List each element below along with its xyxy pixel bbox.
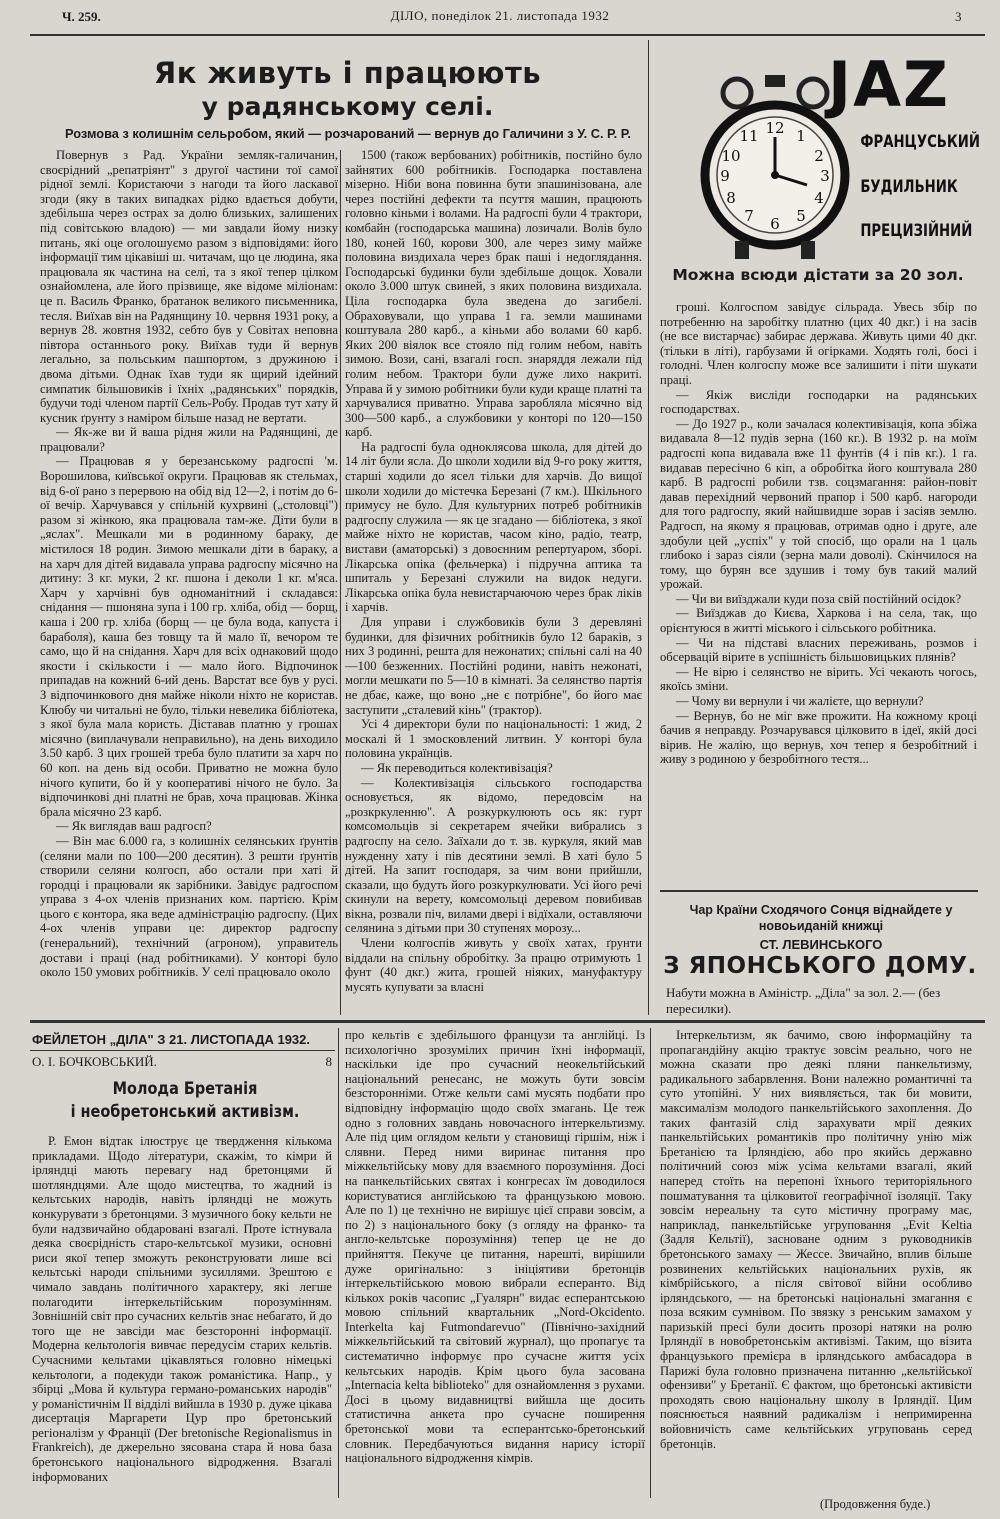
article-paragraph: Члени колгоспів живуть у своїх хатах, ґрунти віддали на спільну обробітку. За працю отримують 1 фунт (40 дкг.) жита, грошей ніяких, мануфактуру мусять купувати за власні [345,936,642,994]
book-ad-note: Набути можна в Аміністр. „Діла" за зол. 2.— (без пересилки). [666,985,941,1016]
article-paragraph: — Вернув, бо не міг вже прожити. На кожному кроці бачив я неправду. Розчарувався цілковито в ідеї, якій досі вірив. Не жалію, що вернув, хоч тепер я безробітний і живу з родиною у безробітного тестя... [660,708,977,767]
feuilleton-column-2 [345,1028,645,1498]
svg-text:12: 12 [765,119,785,137]
article-paragraph: Для управи і службовиків були 3 деревляні будинки, для фізичних робітників було 12 бараків, з них 3 родинні, решта для нежонатих; спільні салі на 40—100 безженних. Постійні родини, навіть нежонаті, могли мешкати по 5—10 в кімнаті. За селянство партія не дбає, каже, що воно „не є потрібне", бо його має заступити „сталевий кінь" (трактор). [345,615,642,717]
column-divider [338,1028,339,1498]
jaz-line-3: ПРЕЦИЗІЙНИЙ [860,221,973,241]
article-paragraph: — Не вірю і селянство не вірить. Усі чекають чогось, якоїсь зміни. [660,664,977,694]
book-ad-intro: Чар Країни Сходячого Сонця віднайдете у новоьиданій книжці [689,903,953,933]
svg-text:1: 1 [796,127,806,145]
column-divider [650,1028,651,1498]
article-column-1 [40,148,338,1016]
rubric-underline [30,1050,335,1051]
article-paragraph: На радгоспі була одноклясова школа, для дітей до 14 літ були ясла. До школи ходили від 9-го року життя, старші ходили до ясел тільки для харчів. До вищої школи ходили до містечка Березані (7 км.). Шкільного примусу не було. Для культурних потреб робітників радгоспу служила — як це згадано — бібліотека, з якої майже ніхто не користав, часом кіно, радіо, театр, вистави (аматорські) з довоєнним репертуаром, зборі. Лікарська опіка (фельчерка) і підручна аптика та шпиталь у Березані служили на видок недуги. Лікарська опіка була невистарчаючою через брак ліків і харчів. [345,439,642,615]
svg-text:4: 4 [814,189,824,207]
page-number: 3 [955,9,962,24]
svg-text:10: 10 [721,147,741,165]
jaz-line-2: БУДИЛЬНИК [860,177,958,197]
svg-text:6: 6 [770,215,780,233]
masthead-line: ДІЛО, понеділок 21. листопада 1932 [390,8,610,23]
svg-text:9: 9 [720,167,730,185]
svg-text:7: 7 [744,207,754,225]
feuilleton-continued: (Продовження буде.) [820,1497,931,1511]
svg-text:8: 8 [726,189,736,207]
article-paragraph: — Як виглядав ваш радгосп? [56,819,212,834]
feuilleton-title-line2: і необретонський активізм. [70,1102,300,1122]
column-divider [340,150,341,1015]
book-ad-title: З ЯПОНСЬКОГО ДОМУ. [663,953,977,979]
article-title-line2: у радянському селі. [201,92,494,121]
issue-number: Ч. 259. [62,9,101,24]
article-paragraph: — Він має 6.000 га, з колишніх селянських ґрунтів (селяни мали по 100—200 десятин). З решти ґрунтів створили селяни колгосп, або остали при хаті й городці і працювали як зарібники. Завідує радгоспом управа з 4-ох членів признаних ком. партією. Крім цього є контора, яка веде адміністрацію радгоспу. (Цих 4-ох членів управи це: директор радгоспу (генеральний), технічний (агроном), управитель достави і праці (над робітниками). У конторі було около 150 умових робітників. У селі працювало около [40,833,338,980]
feuilleton-title-line1: Молода Бретанія [112,1079,258,1099]
column-divider [648,40,649,1015]
book-ad-author: СТ. ЛЕВИНСЬКОГО [759,937,883,952]
feuilleton-author: О. І. БОЧКОВСЬКИЙ. [32,1054,157,1069]
feuilleton-rubric: ФЕЙЛЕТОН „ДІЛА" З 21. ЛИСТОПАДА 1932. [32,1032,310,1047]
feuilleton-author-line [32,1054,332,1070]
article-paragraph: 1500 (також вербованих) робітників, постійно було зайнятих 600 робітників. Господарка поставлена мізерно. Ніби вона повинна бути зпашинізована, але через постійні дефекти та псуття машин, працюють головно кіньми і волами. На радгоспі були 4 трактори, комбайн (господарська машина) лозичали. Волів було 180, коней 160, корови 300, але через зиму майже половина виздихала через брак паші і недоглядання. Господарські будинки були здебільше дощок. Ховали около 3.000 штук свиней, з яких половина виздихала. Ціла господарка була зведена до загибелі. Обраховували, що управа 1 га. земли машинами коштувала 280 карб., а кіньми або волами 60 карб. Яких 200 віялок все стояло під голим небом, навіть зимою. Вози, сані, взагалі госп. знаряддя лежали під голим небом. Трактори були дуже лихо накриті. Управа й у зимою робітники були куди краще платні та харчувалися приватно. Управа заробляла місячно від 300—500 карб., а службовики у конторі по 120—150 карб. [345,148,642,440]
jaz-line-1: ФРАНЦУСЬКИЙ [860,132,980,152]
feuilleton-column-1 [32,1134,332,1494]
ad-rule [660,890,978,892]
article-paragraph: — Як-же ви й ваша рідня жили на Радянщині, де працювали? [40,425,338,454]
svg-text:2: 2 [814,147,824,165]
article-paragraph: — До 1927 р., коли зачалася колективізація, копа збіжа видавала 8—12 пудів зерна (160 кг.). В 1932 р. на моїм радгоспі копа видавала вже 11 фунтів (4 і пів кг.). 1 га. видавав пересічно 6 кіп, а обробітка його коштувала 280 карб. В радгоспі робили тзв. соцзмагання: район-повіт давав перехідний червоний прапор і 500 карб. нагороди для того радгоспу, який найшвидше зорав і засіяв землю. Радгосп, на якому я працював, отримав одно і друге, але здобули цей „успіх" у той спосіб, що орали на 1 цаль глибоко і зараз сіяли (зерна мали доволі). Скінчилося на тому, що бурян все здушив і тому був такий малий урожай. [660,416,977,592]
article-paragraph: гроші. Колгоспом завідує сільрада. Увесь збір по потребенню на заробітку платню (цих 40 дкг.) і на засів (не все вистарчає) забирає держава. Живуть цими 40 дкг. (тільки в літі), гарбузами й огірками. Ходять голі, босі і голодні. Член колгоспу може все залишити і піти шукати праці. [660,300,977,387]
svg-text:5: 5 [796,207,806,225]
article-column-3 [660,300,977,880]
article-title-line1: Як живуть і працюють [153,56,542,90]
article-paragraph: — Якіж висліди господарки на радянських господарствах. [660,387,977,417]
svg-text:3: 3 [820,167,830,185]
feuilleton-paragraph: Р. Емон відтак ілюструє це твердження кількома прикладами. Щодо літератури, скажім, то кімри й ірляндці мають перевагу над бретонцями й шотляндцями. Але щодо мистецтва, то жадний із кельтських народів, навіть ірляндці не можуть конкурувати з бретонцями. З музичного боку кельти не були надзвичайно обдаровані взагалі. Проте істнувала деяка своєрідність старо-кельтської музики, основні риси якої тепер зможуть реконструювати лише всі кельтські народи спільними зусиллями. Зрештою є чимало завдань політичного характеру, які легше полагодити інтеркельтійським порозумінням. Зовнішній світ про сучасних кельтів знає небагато, й до того ще не завсіди має безсторонні інформації. Модерна кельтологія вивчає передусім старих кельтів. Сучасними кельтами цікавляться головно німецькі кельтологи, а подекуди також романістика. Напр., у збірці „Мова й культура германо-романських народів" у романістичнім II відділі вийшла в 1930 р. дуже цікава дисертація Маргарети Цур про бретонський регіоналізм у Франції (Der bretonische Regionalismus in Frankreich), де джерельно зясована стара й нова база бретонського національного відродження. Взагалі інформованих [32,1134,332,1484]
article-paragraph: — Чи ви виїзджали куди поза свій постійний осідок? [676,591,962,606]
feuilleton-paragraph: про кельтів є здебільшого французи та англійці. Із психологічно зрозумілих причин їхні інформації, наскільки іде про сучасний неокельтійський національний ренесанс, не можуть бути зовсім безсторонніми. Отже кельти самі мусять подбати про відповідну інформацію щодо своїх змагань. Це теж одно з головних завдань новочасного інтеркельтизму. Але під цим оглядом кельти у становищі гіршім, ніж і слявни. Перед ними виринає питання про міжкельтійську мову для взаємного порозуміння. Досі на панкельтійських святах і конгресах їм доводилося користуватися англійською та французькою мовою. Але по 1) це технічно не вирішує цієї справи зовсім, а по 2) з національного боку (з огляду на франко- та англо-кельтське порозуміння) тепер це не до прийняття. Пекуче це питання, нарешті, вирішили дуже оригінально: з ініціятиви бретонців інтеркельтійською мовою вибрали есперанто. Від кількох років часопис „Гуалярн" видає есперантською мовою спільний квартальник „Nord-Okcidento. Interkelta kaj Futmondarevuo" (Північно-західний міжкельтійський та світовий журнал), що пропагує та систематично інформує про сучасне життя усіх кельтських народів. Крім цього була засована „Internacia kelta biblioteko" для ознайомлення з рухами. Досі в цьому видавництві вийшла ще досить статистична анкета про сучасне поширення бретонської мови та есперантсько-бретонський словник. Передбачуються видання нарису історії національного відродження кімрів. [345,1028,645,1466]
article-paragraph: Повернув з Рад. України земляк-галичанин, своєрідний „репатріянт" з другої частини тої самої рідної землі. Користаючи з нагоди та його ласкавої згоди (яку в таких випадках рідко вдається добути, здебільша через острах за долю близьких, залишених під совітською владою) — ми завдали йому низку питань, які оце оголошуємо разом з відповідями: його інформації тим цікавіші ш. читачам, що це людина, яка працювала як частина на селі, та з якої тепер цілком ознайомлена, але його прізвище, яке відоме міліонам: це п. Василь Франко, братанок великого письменника, тесля. Виїхав він на Радянщину 10. червня 1931 року, а вернув 28. жовтня 1932, себто був у Совітах неповна півтора останнього року. Виїхав туди й вернув легально, за польським пашпортом, з дружиною і двома дітьми. Однак їхав туди як щирий ідейний симпатик більшовиків і їхніх „радянських" порядків, будучи тоді членом партії Сель-Робу. Продав тут хату й кусник ґрунту з наміром більше назад не вертати. [40,148,338,425]
section-rule [30,1020,985,1023]
feuilleton-part-number: 8 [325,1054,332,1069]
article-paragraph: — Виїзджав до Києва, Харкова і на села, так, що орієнтуюся в житті міського і сільського робітника. [660,606,977,636]
article-paragraph: Усі 4 директори були по національності: 1 жид, 2 москалі й 1 змосковлений литвин. У конторі була половина українців. [345,717,642,761]
svg-text:11: 11 [739,127,759,145]
article-paragraph: — Як переводиться колективізація? [361,760,553,775]
article-paragraph: — Чому ви вернули і чи жалієте, що вернули? [676,694,924,709]
header-rule [30,34,985,36]
article-subtitle: Розмова з колишнім сельробом, який — розчарований — вернув до Галичини з У. С. Р. Р. [65,126,631,141]
article-column-2 [345,148,642,1016]
article-paragraph: — Чи на підставі власних переживань, розмов і обсервацій вірите в успішність більшовицьких плянів? [660,635,977,665]
jaz-price-line: Можна всюди дістати за 20 зол. [672,266,964,284]
jaz-brand: JAZ [828,48,951,121]
article-paragraph: — Працював я у березанському радгоспі 'м. Ворошилова, київської округи. Працював як стельмах, від 6-ої рано з перервою на обід від 12—2, і потім до 6-ої вечір. Харчувався у спільній кухрвині („столовці") разом зі жінкою, яка працювала там-же. Діти були в „яслах". Мешкали ми в родинному бараку, де містилося 18 родин. Зимою мешкали діти в бараку, а на харч для дітей видавала управа радгоспу місячно на дитину: 3 кг. муки, 2 кг. пшона і деколи 1 кг. м'яса. Харч у харчівні був одноманітний і складався: снідання — пшоняна зупа і 100 гр. хліба, обід — борщ, каша і 200 гр. хліба (борщ — це була вода, капуста і бараболя), каша без товщу та й мало її, вечором те само, що й на снідання. Харч для всіх однаковий щодо якости і скількости і — мало його. Відпочинок припадав на кожний 6-ий день. Варстат все був у русі. З відпочинкового дня майже ніколи ніхто не користав. Клюбу чи читальні не було, тільки невелика бібліотека, з якої була мала користь. Діставав платню у грошах місячно (виплачували неправильно), на день виходило 3.50 карб. З цих грошей треба було платити за харч по 60 коп. на день від особи. Приватно не можна було нічого купити, бо й у кооперативі нічого не було. За відпочинкові дні платні не брав, хоча працював. Жінка брала місячно 23 карб. [40,454,338,819]
article-paragraph: — Колективізація сільського господарства основується, як відомо, передовсім на „розкркуленню". А розкуркулюють ось як: гурт комсомольців зі секретарем ячейки вибрались з радгоспу на село. Заїхали до т. зв. куркуля, який мав нужденну хату і пів десятини землі. В хаті було 5 дітей. На запит господаря, за чим вони прийшли, сказали, що будуть його розкуркулювати. Усі його речі скинули на верету, комсомольці деревом повибивав вікна, розвали піч, вилами двері і відїхали, оставляючи селянина з дітьми при 30 ступенях морозу... [345,775,642,936]
feuilleton-column-3 [660,1028,972,1493]
feuilleton-paragraph: Інтеркельтизм, як бачимо, свою інформаційну та пропагандійну акцію трактує зовсім реально, чого не можна сказати про деякі пляни панкельтизму, радикального забарвлення. Вони належно романтичні та суто утопійні. У них виявляється, так би мовити, максималізм молодого панкельтійського захоплення. До таких фантазій слід зарахувати мрії деяких панкельтійських романтиків про політичну унію між Бретанією та Ірляндією, або про якийсь державно політичний союз між усіма кельтами взагалі, який наперед стоїть на перепоні їхнього територіяльного пошматування та цілковитої географічної ізоляції. Таку зовсім нереальну та суто містичну програму має, наприклад, панкельтійське угруповання „Evit Keltia (Задля Кельтії), засноване одним з руководників бретонського замаху — Жессе. Звичайно, вплив більше розвинених кельтійських національних рухів, як кімбрійського, а після світової війни особливо ірляндського, — на бретонські національні змагання є поза всяким сумнівом. По звязку з ренським замахом у паризькій пресі були досить прозорі натяки на ролю Ірляндії в новобретонськім активізмі. Таким, що візита французького премієра в ірляндського амбасадора в Парижі була головно призначена питанню „кельтійської офензиви" у Бретанії. Є фактом, що бретонські активісти проходять свою національну школу в Ірляндії. Цим пояснюється наявний радикалізм і непримиренна войовничість саме кельтійських угруповань серед бретонців. [660,1028,972,1451]
